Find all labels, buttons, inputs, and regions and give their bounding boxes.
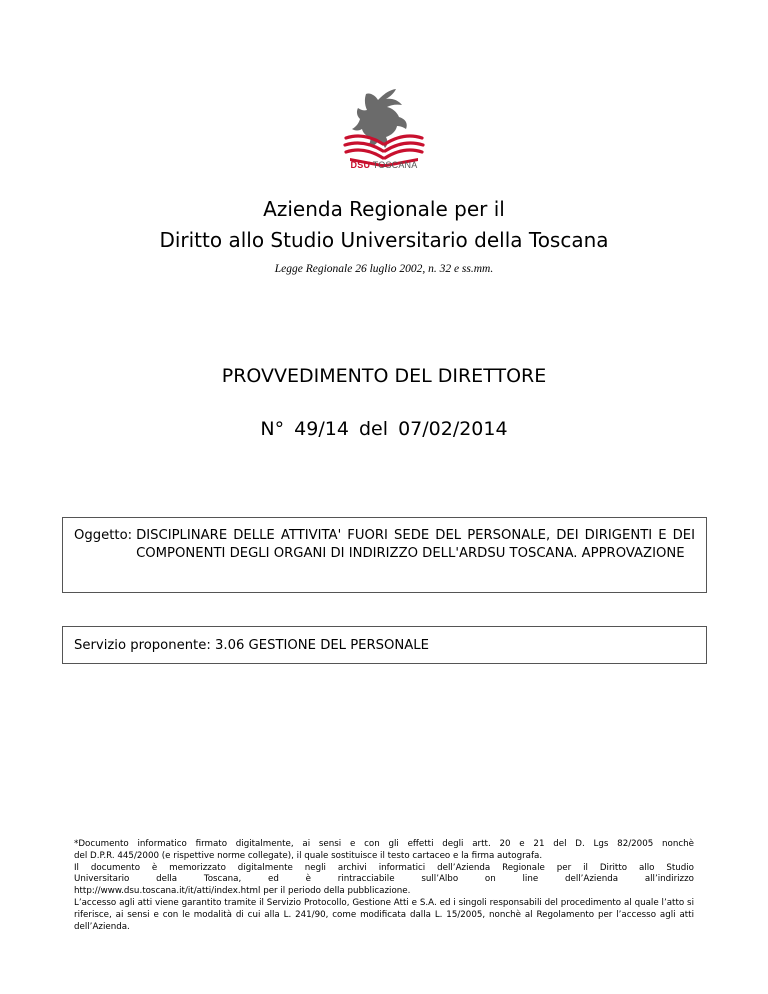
footnote-line: Il documento è memorizzato digitalmente negli archivi informatici dell’Azienda Regionale per il Diritto allo Studio [74, 862, 694, 873]
footnote-line: http://www.dsu.toscana.it/it/atti/index.html per il periodo della pubblicazione. [74, 886, 411, 897]
organization-title-line2: Diritto allo Studio Universitario della Toscana [159, 228, 609, 252]
subject-text: DISCIPLINARE DELLE ATTIVITA' FUORI SEDE DEL PERSONALE, DEI DIRIGENTI E DEI COMPONENTI DEGLI ORGANI DI INDIRIZZO DELL'ARDSU TOSCANA. APPROVAZIONE [136, 528, 695, 561]
number-label: N° [260, 418, 285, 440]
subject-box [62, 517, 707, 593]
service-label: Servizio proponente: [74, 638, 211, 653]
service-box [62, 626, 707, 664]
footnote-line: Universitario della Toscana, ed è rintracciabile sull’Albo on line dell’Azienda all’indirizzo [74, 874, 694, 885]
organization-title [0, 194, 768, 256]
date-label: del [358, 418, 389, 440]
document-number-line [0, 418, 768, 440]
document-date: 07/02/2014 [398, 418, 508, 440]
footnote-paragraph: L’accesso agli atti viene garantito tramite il Servizio Protocollo, Gestione Atti e S.A. ed i singoli responsabili del procedimento al quale l’atto si riferisce, ai sensi e con le modalità di cui alla L. 241/90, come modificata dalla L. 15/2005, nonchè al Regolamento per l’accesso agli atti dell’Azienda. [74, 897, 694, 932]
logo-caption [336, 160, 432, 170]
logo-region: TOSCANA [372, 160, 418, 170]
logo-brand: DSU [350, 160, 371, 170]
document-number: 49/14 [294, 418, 349, 440]
service-value: 3.06 GESTIONE DEL PERSONALE [215, 638, 429, 653]
footnote-line: del D.P.R. 445/2000 (e rispettive norme collegate), il quale sostituisce il testo cartaceo e la firma autografa. [74, 850, 543, 861]
law-reference: Legge Regionale 26 luglio 2002, n. 32 e ss.mm. [274, 263, 494, 275]
organization-title-line1: Azienda Regionale per il [263, 197, 505, 221]
subject-label: Oggetto: [74, 528, 133, 543]
document-type: PROVVEDIMENTO DEL DIRETTORE [221, 365, 547, 387]
legal-footnote [74, 839, 694, 933]
footnote-line: *Documento informatico firmato digitalmente, ai sensi e con gli effetti degli artt. 20 e 21 del D. Lgs 82/2005 nonchè [74, 839, 694, 849]
